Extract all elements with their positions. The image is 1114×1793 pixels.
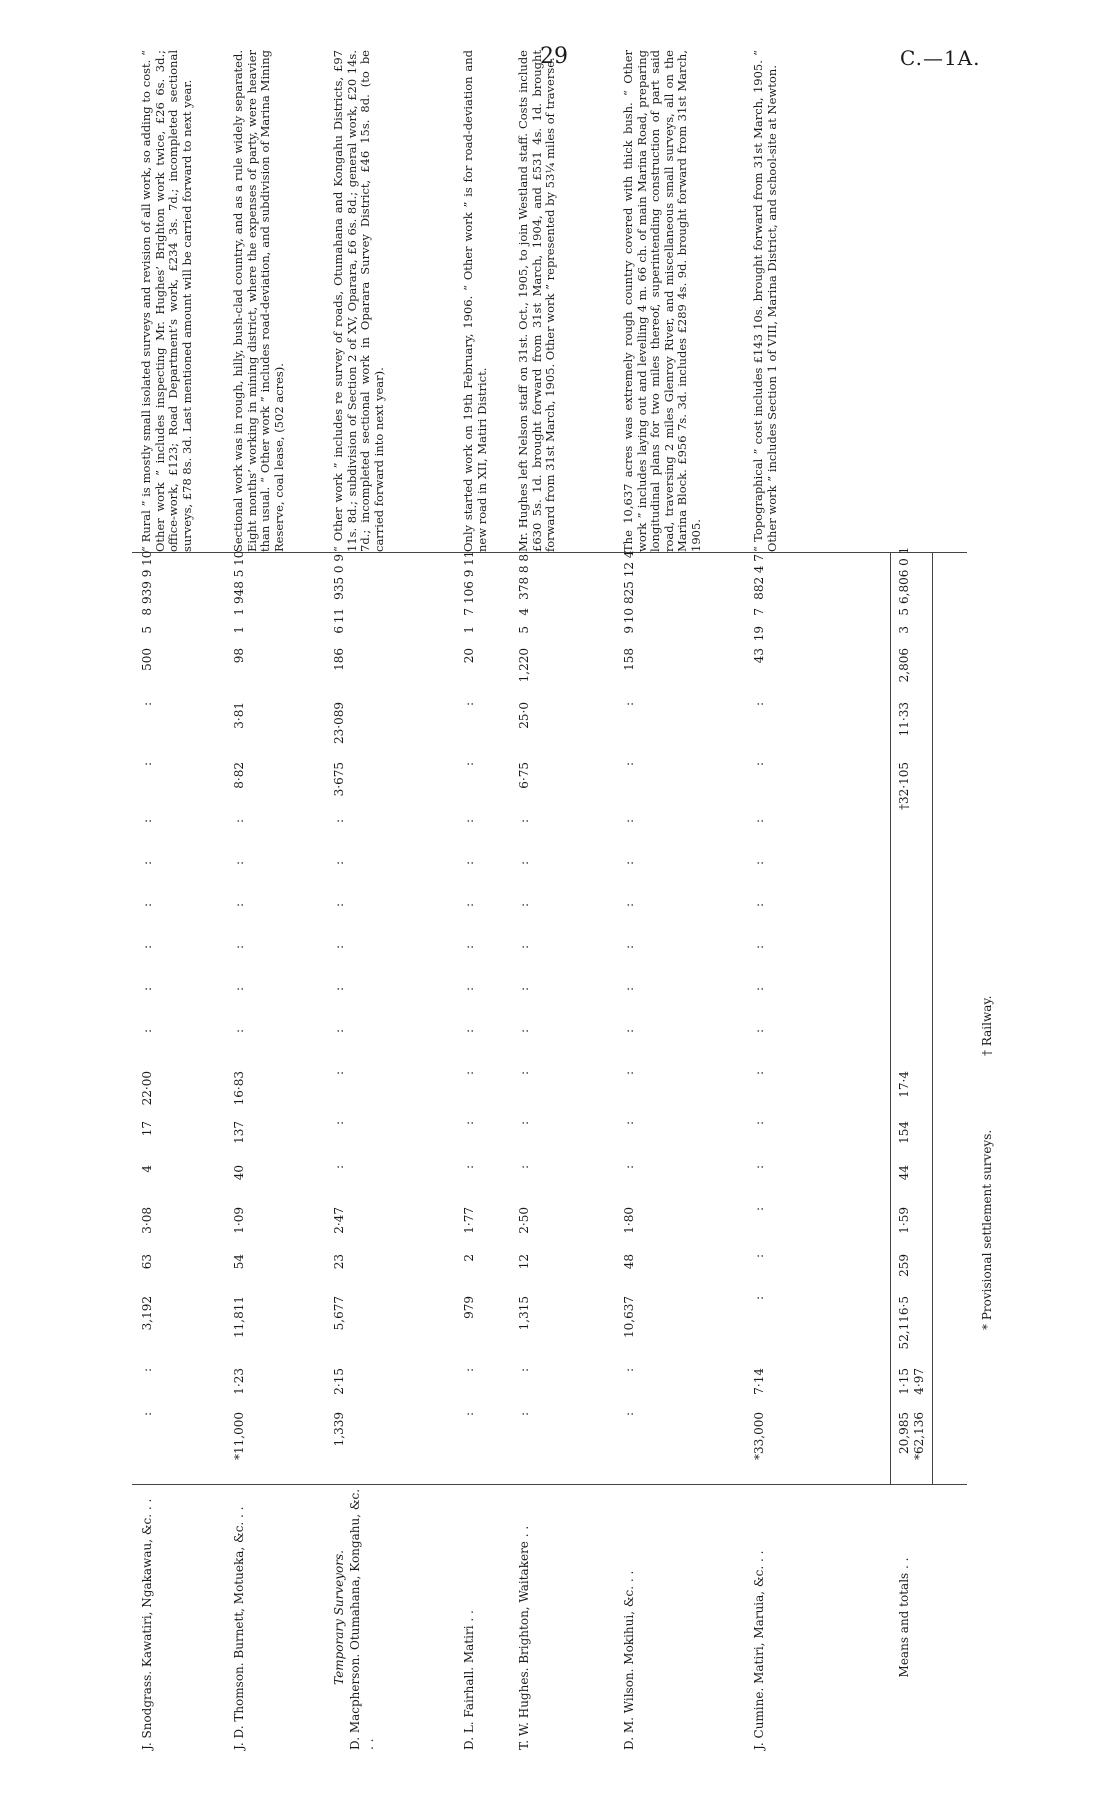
- cell-d8: :: [140, 702, 154, 707]
- cell-c8: :: [517, 1071, 531, 1076]
- cell-c3: 11,811: [232, 1296, 246, 1338]
- cell-d2: :: [752, 987, 766, 992]
- cell-d8: 25·0: [517, 702, 531, 729]
- surveyor-cell: [462, 1485, 476, 1750]
- cell-c4: 2: [462, 1254, 476, 1262]
- cell-c6: :: [622, 1165, 636, 1170]
- cell-d3: :: [752, 945, 766, 950]
- page-number: 29: [540, 44, 568, 69]
- total-c1: *62,136: [912, 1412, 926, 1460]
- cell-d3: :: [332, 945, 346, 950]
- total-c8: 17·4: [897, 1071, 911, 1098]
- cell-d7: :: [622, 762, 636, 767]
- district-name: Otumahana, Kongahu, &c. . .: [348, 1488, 376, 1750]
- cell-c2: :: [517, 1368, 531, 1373]
- cell-d1: :: [140, 1029, 154, 1034]
- cell-c5: 2·50: [517, 1207, 531, 1234]
- cell-d3: :: [140, 945, 154, 950]
- cell-d3: :: [232, 945, 246, 950]
- cell-d6: :: [752, 819, 766, 824]
- cell-c7: :: [517, 1121, 531, 1126]
- cell-total-cost: 935 0 9: [332, 554, 346, 600]
- cell-c1: :: [462, 1412, 476, 1417]
- cell-d5: :: [622, 861, 636, 866]
- cell-c5: 2·47: [332, 1207, 346, 1234]
- cell-d6: :: [232, 819, 246, 824]
- cell-d8: 23·089: [332, 702, 346, 744]
- cell-c3: 5,677: [332, 1296, 346, 1331]
- cell-c7: :: [622, 1121, 636, 1126]
- cell-cost1c: 8: [140, 608, 154, 616]
- cell-d4: :: [232, 903, 246, 908]
- cell-d4: :: [140, 903, 154, 908]
- cell-d7: 6·75: [517, 762, 531, 789]
- cell-c1: *11,000: [232, 1412, 246, 1460]
- cell-d4: :: [752, 903, 766, 908]
- surveyor-cell: [517, 1485, 531, 1750]
- cell-d5: :: [140, 861, 154, 866]
- cell-cost1b: 9: [622, 626, 636, 634]
- cell-d8: :: [622, 702, 636, 707]
- cell-c2: :: [462, 1368, 476, 1373]
- cell-c8: :: [462, 1071, 476, 1076]
- cell-c6: 4: [140, 1165, 154, 1173]
- cell-cost1c: 10: [622, 608, 636, 624]
- total-c2: 1·15: [897, 1368, 911, 1395]
- cell-cost1: 98: [232, 648, 246, 664]
- cell-c4: 12: [517, 1254, 531, 1270]
- cell-c8: :: [752, 1071, 766, 1076]
- surveyor-name: J. Snodgrass.: [140, 1667, 154, 1750]
- cell-d1: :: [332, 1029, 346, 1034]
- cell-c3: 1,315: [517, 1296, 531, 1331]
- cell-c8: :: [622, 1071, 636, 1076]
- cell-total-cost: 882 4 7: [752, 554, 766, 600]
- cell-d2: :: [462, 987, 476, 992]
- cell-c6: :: [462, 1165, 476, 1170]
- footnote-dagger: † Railway.: [980, 995, 994, 1056]
- cell-cost1c: 7: [462, 608, 476, 616]
- total-cost1c: 5: [897, 608, 911, 616]
- cell-c4: :: [752, 1254, 766, 1259]
- total-c6: 44: [897, 1165, 911, 1181]
- footnote-star: * Provisional settlement surveys.: [980, 1129, 994, 1330]
- cell-d4: :: [462, 903, 476, 908]
- surveyor-name: J. Cumine.: [752, 1683, 766, 1750]
- cell-cost1: 500: [140, 648, 154, 671]
- cell-d4: :: [622, 903, 636, 908]
- cell-cost1c: 1: [232, 608, 246, 616]
- cell-c2: :: [140, 1368, 154, 1373]
- cell-d2: :: [517, 987, 531, 992]
- cell-cost1b: 6: [332, 626, 346, 634]
- total-c4: 259: [897, 1254, 911, 1277]
- cell-d5: :: [232, 861, 246, 866]
- cell-d3: :: [517, 945, 531, 950]
- cell-d3: :: [462, 945, 476, 950]
- cell-cost1: 1,220: [517, 648, 531, 683]
- cell-c2: :: [622, 1368, 636, 1373]
- cell-c4: 48: [622, 1254, 636, 1270]
- cell-c7: :: [332, 1121, 346, 1126]
- total-c3: 52,116·5: [897, 1296, 911, 1350]
- cell-total-cost: 825 12 4: [622, 550, 636, 604]
- cell-c2: 1·23: [232, 1368, 246, 1395]
- cell-d4: :: [332, 903, 346, 908]
- cell-cost1c: 7: [752, 608, 766, 616]
- cell-c7: :: [752, 1121, 766, 1126]
- cell-cost1b: 5: [140, 626, 154, 634]
- surveyor-cell: [752, 1485, 766, 1750]
- district-name: Matiri, Maruia, &c. . .: [752, 1550, 766, 1684]
- total-cost1: 2,806: [897, 648, 911, 683]
- cell-d7: :: [140, 762, 154, 767]
- cell-c6: :: [752, 1165, 766, 1170]
- cell-d3: :: [622, 945, 636, 950]
- remarks-cell: “ Topographical ” cost includes £143 10s. brought forward from 31st March, 1905. “ Other work ” includes Section 1 of VIII, Marina District, and school-site at Newton.: [751, 50, 779, 552]
- totals-rule-bottom: [932, 553, 933, 1485]
- total-c7: 154: [897, 1121, 911, 1144]
- remarks-cell: Only started work on 19th February, 1906. “ Other work ” is for road-deviation and new road in XII, Matiri District.: [461, 50, 489, 552]
- cell-d5: :: [332, 861, 346, 866]
- total-cost: 6,806 0 1: [897, 546, 911, 604]
- district-name: Kawatiri, Ngakawau, &c. . .: [140, 1498, 154, 1668]
- cell-d8: :: [462, 702, 476, 707]
- cell-c3: 10,637: [622, 1296, 636, 1338]
- surveyor-cell: [332, 1485, 376, 1750]
- cell-total-cost: 948 5 10: [232, 550, 246, 604]
- cell-d8: 3·81: [232, 702, 246, 729]
- cell-c5: 1·80: [622, 1207, 636, 1234]
- cell-d1: :: [517, 1029, 531, 1034]
- totals-label: Means and totals . .: [897, 1557, 911, 1678]
- cell-c6: 40: [232, 1165, 246, 1181]
- surveyor-cell: [140, 1485, 154, 1750]
- surveyor-name: D. Macpherson.: [348, 1650, 362, 1750]
- cell-d1: :: [622, 1029, 636, 1034]
- column-rule: [132, 1484, 967, 1485]
- section-subheading: Temporary Surveyors.: [332, 1550, 346, 1685]
- cell-d6: :: [332, 819, 346, 824]
- cell-c8: :: [332, 1071, 346, 1076]
- cell-cost1b: 1: [232, 626, 246, 634]
- cell-c1: 1,339: [332, 1412, 346, 1447]
- cell-cost1b: 1: [462, 626, 476, 634]
- cell-c6: :: [332, 1165, 346, 1170]
- cell-c2: 7·14: [752, 1368, 766, 1395]
- cell-cost1: 43: [752, 648, 766, 664]
- cell-d6: :: [462, 819, 476, 824]
- total-d8: 11·33: [897, 702, 911, 737]
- cell-d1: :: [232, 1029, 246, 1034]
- cell-cost1c: 11: [332, 608, 346, 624]
- cell-cost1: 20: [462, 648, 476, 664]
- cell-c5: :: [752, 1207, 766, 1212]
- cell-c6: :: [517, 1165, 531, 1170]
- cell-c3: :: [752, 1296, 766, 1301]
- cell-total-cost: 106 9 11: [462, 550, 476, 604]
- cell-d4: :: [517, 903, 531, 908]
- cell-total-cost: 939 9 10: [140, 550, 154, 604]
- district-name: Burnett, Motueka, &c. . .: [232, 1506, 246, 1659]
- cell-c1: :: [140, 1412, 154, 1417]
- district-name: Matiri . .: [462, 1610, 476, 1664]
- remarks-cell: The 10,637 acres was extremely rough country covered with thick bush. “ Other work ” includes laying out and levelling 4 m. 66 ch. of main Marina Road, preparing longitudinal plans for two miles thereof, superintending construction of part said road, traversing 2 miles Glenroy River, and miscellaneous small surveys, all on the Marina Block. £956 7s. 3d. includes £289 4s. 9d. brought forward from 31st March, 1905.: [621, 50, 703, 552]
- cell-d1: :: [752, 1029, 766, 1034]
- totals-rule: [890, 553, 891, 1485]
- remarks-cell: Sectional work was in rough, hilly, bush-clad country, and as a rule widely separated. Eight months’ working in mining district, where the expenses of party, were heavier than usual. “ Other work ” includes road-deviation, and subdivision of Marina Mining Reserve, coal lease, (502 acres).: [231, 50, 286, 552]
- cell-d2: :: [232, 987, 246, 992]
- survey-table: [132, 50, 967, 1750]
- cell-c4: 63: [140, 1254, 154, 1270]
- cell-cost1b: 5: [517, 626, 531, 634]
- surveyor-name: D. L. Fairhall.: [462, 1663, 476, 1750]
- cell-c5: 3·08: [140, 1207, 154, 1234]
- column-rule: [132, 552, 967, 553]
- surveyor-name: J. D. Thomson.: [232, 1658, 246, 1750]
- cell-d6: :: [517, 819, 531, 824]
- cell-cost1: 158: [622, 648, 636, 671]
- cell-cost1b: 19: [752, 626, 766, 642]
- cell-d2: :: [140, 987, 154, 992]
- cell-d1: :: [462, 1029, 476, 1034]
- cell-c4: 54: [232, 1254, 246, 1270]
- surveyor-name: T. W. Hughes.: [517, 1663, 531, 1750]
- cell-c7: :: [462, 1121, 476, 1126]
- cell-d5: :: [517, 861, 531, 866]
- cell-c7: 17: [140, 1121, 154, 1137]
- cell-d6: :: [622, 819, 636, 824]
- surveyor-cell: [622, 1485, 636, 1750]
- cell-d7: :: [462, 762, 476, 767]
- cell-d6: :: [140, 819, 154, 824]
- cell-d7: :: [752, 762, 766, 767]
- cell-cost1: 186: [332, 648, 346, 671]
- cell-c4: 23: [332, 1254, 346, 1270]
- cell-c8: 22·00: [140, 1071, 154, 1106]
- cell-d2: :: [622, 987, 636, 992]
- cell-total-cost: 378 8 8: [517, 554, 531, 600]
- total-c5: 1·59: [897, 1207, 911, 1234]
- cell-c3: 3,192: [140, 1296, 154, 1331]
- surveyor-name: D. M. Wilson.: [622, 1664, 636, 1750]
- cell-c1: :: [517, 1412, 531, 1417]
- cell-d7: 8·82: [232, 762, 246, 789]
- cell-d2: :: [332, 987, 346, 992]
- cell-d5: :: [462, 861, 476, 866]
- cell-c7: 137: [232, 1121, 246, 1144]
- surveyor-cell: [232, 1485, 246, 1750]
- cell-c8: 16·83: [232, 1071, 246, 1106]
- district-name: Brighton, Waitakere . .: [517, 1525, 531, 1664]
- cell-cost1c: 4: [517, 608, 531, 616]
- cell-c3: 979: [462, 1296, 476, 1319]
- total-c2: 4·97: [912, 1368, 926, 1395]
- total-d7: †32·105: [897, 762, 911, 810]
- cell-d5: :: [752, 861, 766, 866]
- remarks-cell: “ Other work ” includes re survey of roads, Otumahana and Kongahu Districts, £97 11s. 8d.; subdivision of Section 2 of XV, Oparara, £6 6s. 8d.; general work, £20 14s. 7d.; incompleted sectional work in Oparara Survey District, £46 15s. 8d. (to be carried forward into next year).: [331, 50, 386, 552]
- total-cost1b: 3: [897, 626, 911, 634]
- rotated-table: [132, 50, 1092, 1750]
- district-name: Mokihui, &c. . .: [622, 1570, 636, 1665]
- remarks-cell: “ Rural ” is mostly small isolated surveys and revision of all work, so adding to cost. “ Other work ” includes inspecting Mr. Hughes’ Brighton work twice, £26 6s. 3d.; office-work, £123; Road Department’s work, £234 3s. 7d.; incompleted sectional surveys, £78 8s. 3d. Last mentioned amount will be carried forward to next year.: [139, 50, 194, 552]
- cell-d7: 3·675: [332, 762, 346, 797]
- cell-c1: *33,000: [752, 1412, 766, 1460]
- report-code: C.—1A.: [900, 46, 981, 70]
- cell-d8: :: [752, 702, 766, 707]
- total-c1: 20,985: [897, 1412, 911, 1454]
- cell-c5: 1·77: [462, 1207, 476, 1234]
- cell-c1: :: [622, 1412, 636, 1417]
- remarks-cell: Mr. Hughes left Nelson staff on 31st. Oct., 1905, to join Westland staff. Costs include £630 5s. 1d. brought forward from 31st March, 1904, and £531 4s. 1d. brought forward from 31st March, 1905. Other work ” represented by 53¼ miles of traverse.: [516, 50, 557, 552]
- cell-c2: 2·15: [332, 1368, 346, 1395]
- footnotes: [980, 430, 994, 1330]
- cell-c5: 1·09: [232, 1207, 246, 1234]
